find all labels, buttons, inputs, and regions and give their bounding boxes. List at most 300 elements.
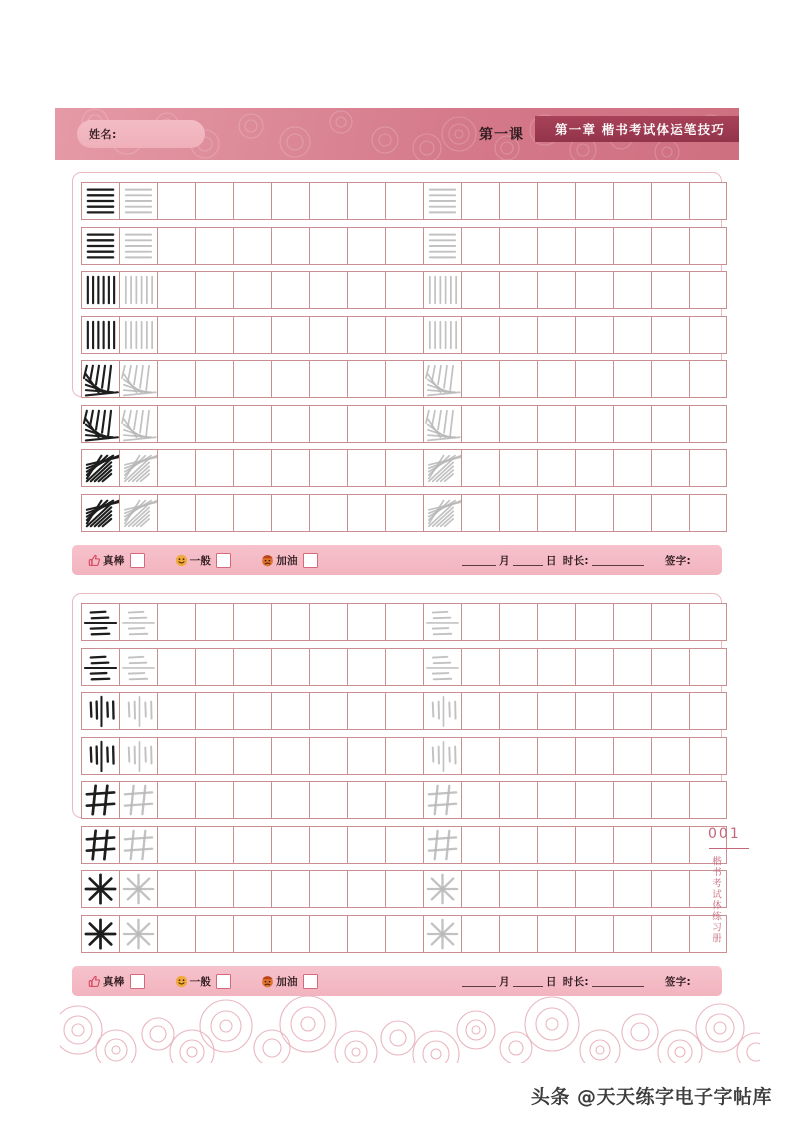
blank-practice-cell[interactable] bbox=[613, 271, 651, 309]
blank-practice-cell[interactable] bbox=[233, 870, 271, 908]
blank-practice-cell[interactable] bbox=[537, 182, 575, 220]
rating-label: 一般 bbox=[189, 975, 212, 988]
blank-practice-cell[interactable] bbox=[651, 360, 689, 398]
blank-practice-cell[interactable] bbox=[195, 603, 233, 641]
blank-practice-cell[interactable] bbox=[271, 648, 309, 686]
blank-practice-cell[interactable] bbox=[385, 737, 423, 775]
blank-practice-cell[interactable] bbox=[271, 494, 309, 532]
repeat-guide-cell[interactable] bbox=[423, 915, 461, 953]
rating-label: 一般 bbox=[189, 554, 212, 567]
blank-practice-cell[interactable] bbox=[309, 449, 347, 487]
blank-practice-cell[interactable] bbox=[385, 692, 423, 730]
blank-practice-cell[interactable] bbox=[613, 737, 651, 775]
blank-practice-cell[interactable] bbox=[385, 826, 423, 864]
practice-row bbox=[81, 826, 713, 864]
blank-practice-cell[interactable] bbox=[689, 737, 727, 775]
blank-practice-cell[interactable] bbox=[461, 648, 499, 686]
blank-practice-cell[interactable] bbox=[651, 826, 689, 864]
blank-practice-cell[interactable] bbox=[385, 405, 423, 443]
example-cell bbox=[81, 603, 119, 641]
blank-practice-cell[interactable] bbox=[309, 182, 347, 220]
blank-practice-cell[interactable] bbox=[271, 227, 309, 265]
blank-practice-cell[interactable] bbox=[309, 737, 347, 775]
blank-practice-cell[interactable] bbox=[233, 360, 271, 398]
blank-practice-cell[interactable] bbox=[385, 648, 423, 686]
blank-practice-cell[interactable] bbox=[195, 870, 233, 908]
blank-practice-cell[interactable] bbox=[195, 737, 233, 775]
blank-practice-cell[interactable] bbox=[537, 826, 575, 864]
name-field[interactable] bbox=[77, 120, 205, 148]
repeat-guide-cell[interactable] bbox=[423, 449, 461, 487]
example-cell bbox=[81, 227, 119, 265]
blank-practice-cell[interactable] bbox=[499, 405, 537, 443]
blank-practice-cell[interactable] bbox=[195, 494, 233, 532]
practice-row bbox=[81, 449, 713, 487]
blank-practice-cell[interactable] bbox=[461, 826, 499, 864]
trace-cell[interactable] bbox=[119, 182, 157, 220]
trace-cell[interactable] bbox=[119, 316, 157, 354]
blank-practice-cell[interactable] bbox=[461, 182, 499, 220]
repeat-guide-cell[interactable] bbox=[423, 360, 461, 398]
blank-practice-cell[interactable] bbox=[689, 648, 727, 686]
practice-row bbox=[81, 603, 713, 641]
trace-cell[interactable] bbox=[119, 360, 157, 398]
blank-practice-cell[interactable] bbox=[613, 182, 651, 220]
blank-practice-cell[interactable] bbox=[689, 449, 727, 487]
blank-practice-cell[interactable] bbox=[537, 360, 575, 398]
blank-practice-cell[interactable] bbox=[499, 182, 537, 220]
blank-practice-cell[interactable] bbox=[651, 494, 689, 532]
blank-practice-cell[interactable] bbox=[461, 603, 499, 641]
blank-practice-cell[interactable] bbox=[271, 360, 309, 398]
blank-practice-cell[interactable] bbox=[347, 494, 385, 532]
blank-practice-cell[interactable] bbox=[651, 271, 689, 309]
rating-label: 加油 bbox=[276, 975, 298, 988]
frowning-face-icon bbox=[261, 554, 274, 567]
blank-practice-cell[interactable] bbox=[195, 182, 233, 220]
blank-practice-cell[interactable] bbox=[385, 781, 423, 819]
blank-practice-cell[interactable] bbox=[309, 360, 347, 398]
blank-practice-cell[interactable] bbox=[233, 692, 271, 730]
trace-cell[interactable] bbox=[119, 781, 157, 819]
blank-practice-cell[interactable] bbox=[271, 603, 309, 641]
trace-cell[interactable] bbox=[119, 737, 157, 775]
blank-practice-cell[interactable] bbox=[461, 494, 499, 532]
blank-practice-cell[interactable] bbox=[499, 915, 537, 953]
trace-cell[interactable] bbox=[119, 227, 157, 265]
blank-practice-cell[interactable] bbox=[309, 316, 347, 354]
blank-practice-cell[interactable] bbox=[613, 826, 651, 864]
repeat-guide-cell[interactable] bbox=[423, 781, 461, 819]
blank-practice-cell[interactable] bbox=[651, 915, 689, 953]
blank-practice-cell[interactable] bbox=[499, 449, 537, 487]
blank-practice-cell[interactable] bbox=[575, 870, 613, 908]
practice-row bbox=[81, 227, 713, 265]
blank-practice-cell[interactable] bbox=[385, 603, 423, 641]
blank-practice-cell[interactable] bbox=[537, 449, 575, 487]
blank-practice-cell[interactable] bbox=[157, 648, 195, 686]
blank-practice-cell[interactable] bbox=[575, 826, 613, 864]
blank-practice-cell[interactable] bbox=[157, 494, 195, 532]
blank-practice-cell[interactable] bbox=[157, 781, 195, 819]
blank-practice-cell[interactable] bbox=[309, 692, 347, 730]
blank-practice-cell[interactable] bbox=[689, 227, 727, 265]
blank-practice-cell[interactable] bbox=[271, 915, 309, 953]
rating-option-2[interactable] bbox=[175, 553, 232, 568]
blank-practice-cell[interactable] bbox=[613, 692, 651, 730]
blank-practice-cell[interactable] bbox=[157, 227, 195, 265]
blank-practice-cell[interactable] bbox=[461, 316, 499, 354]
blank-practice-cell[interactable] bbox=[309, 405, 347, 443]
blank-practice-cell[interactable] bbox=[195, 360, 233, 398]
blank-practice-cell[interactable] bbox=[157, 360, 195, 398]
blank-practice-cell[interactable] bbox=[613, 360, 651, 398]
repeat-guide-cell[interactable] bbox=[423, 316, 461, 354]
practice-row bbox=[81, 494, 713, 532]
trace-cell[interactable] bbox=[119, 692, 157, 730]
blank-practice-cell[interactable] bbox=[157, 449, 195, 487]
blank-practice-cell[interactable] bbox=[347, 870, 385, 908]
blank-practice-cell[interactable] bbox=[499, 360, 537, 398]
blank-practice-cell[interactable] bbox=[613, 648, 651, 686]
blank-practice-cell[interactable] bbox=[537, 781, 575, 819]
blank-practice-cell[interactable] bbox=[347, 692, 385, 730]
blank-practice-cell[interactable] bbox=[157, 737, 195, 775]
rating-option-1[interactable] bbox=[88, 553, 145, 568]
blank-practice-cell[interactable] bbox=[651, 182, 689, 220]
trace-cell[interactable] bbox=[119, 449, 157, 487]
blank-practice-cell[interactable] bbox=[157, 870, 195, 908]
blank-practice-cell[interactable] bbox=[157, 271, 195, 309]
blank-practice-cell[interactable] bbox=[499, 316, 537, 354]
trace-cell[interactable] bbox=[119, 648, 157, 686]
repeat-guide-cell[interactable] bbox=[423, 603, 461, 641]
page-number: 001 bbox=[708, 826, 741, 842]
blank-practice-cell[interactable] bbox=[499, 648, 537, 686]
blank-practice-cell[interactable] bbox=[575, 405, 613, 443]
blank-practice-cell[interactable] bbox=[233, 781, 271, 819]
rating-checkbox[interactable] bbox=[130, 553, 145, 568]
practice-block-1 bbox=[72, 172, 722, 397]
blank-practice-cell[interactable] bbox=[575, 271, 613, 309]
blank-practice-cell[interactable] bbox=[233, 603, 271, 641]
trace-cell[interactable] bbox=[119, 915, 157, 953]
blank-practice-cell[interactable] bbox=[461, 870, 499, 908]
blank-practice-cell[interactable] bbox=[651, 316, 689, 354]
trace-cell[interactable] bbox=[119, 603, 157, 641]
repeat-guide-cell[interactable] bbox=[423, 870, 461, 908]
blank-practice-cell[interactable] bbox=[271, 781, 309, 819]
blank-practice-cell[interactable] bbox=[613, 915, 651, 953]
blank-practice-cell[interactable] bbox=[195, 316, 233, 354]
repeat-guide-cell[interactable] bbox=[423, 227, 461, 265]
example-cell bbox=[81, 271, 119, 309]
blank-practice-cell[interactable] bbox=[385, 227, 423, 265]
blank-practice-cell[interactable] bbox=[537, 915, 575, 953]
blank-practice-cell[interactable] bbox=[157, 826, 195, 864]
blank-practice-cell[interactable] bbox=[309, 271, 347, 309]
trace-cell[interactable] bbox=[119, 494, 157, 532]
blank-practice-cell[interactable] bbox=[575, 227, 613, 265]
example-cell bbox=[81, 316, 119, 354]
blank-practice-cell[interactable] bbox=[651, 405, 689, 443]
blank-practice-cell[interactable] bbox=[499, 227, 537, 265]
chapter-title: 第一章 楷书考试体运笔技巧 bbox=[555, 122, 725, 137]
blank-practice-cell[interactable] bbox=[461, 405, 499, 443]
blank-practice-cell[interactable] bbox=[537, 271, 575, 309]
month-input[interactable] bbox=[462, 554, 496, 566]
blank-practice-cell[interactable] bbox=[613, 316, 651, 354]
blank-practice-cell[interactable] bbox=[651, 227, 689, 265]
blank-practice-cell[interactable] bbox=[613, 870, 651, 908]
blank-practice-cell[interactable] bbox=[461, 449, 499, 487]
blank-practice-cell[interactable] bbox=[689, 316, 727, 354]
practice-row bbox=[81, 781, 713, 819]
blank-practice-cell[interactable] bbox=[347, 449, 385, 487]
blank-practice-cell[interactable] bbox=[233, 316, 271, 354]
blank-practice-cell[interactable] bbox=[233, 737, 271, 775]
blank-practice-cell[interactable] bbox=[613, 405, 651, 443]
blank-practice-cell[interactable] bbox=[385, 271, 423, 309]
blank-practice-cell[interactable] bbox=[347, 227, 385, 265]
blank-practice-cell[interactable] bbox=[651, 692, 689, 730]
blank-practice-cell[interactable] bbox=[461, 915, 499, 953]
practice-block-2 bbox=[72, 593, 722, 818]
blank-practice-cell[interactable] bbox=[271, 405, 309, 443]
blank-practice-cell[interactable] bbox=[309, 826, 347, 864]
trace-cell[interactable] bbox=[119, 271, 157, 309]
blank-practice-cell[interactable] bbox=[575, 603, 613, 641]
blank-practice-cell[interactable] bbox=[537, 870, 575, 908]
blank-practice-cell[interactable] bbox=[195, 449, 233, 487]
rating-label: 加油 bbox=[276, 554, 298, 567]
blank-practice-cell[interactable] bbox=[271, 826, 309, 864]
blank-practice-cell[interactable] bbox=[651, 870, 689, 908]
blank-practice-cell[interactable] bbox=[233, 271, 271, 309]
trace-cell[interactable] bbox=[119, 405, 157, 443]
blank-practice-cell[interactable] bbox=[499, 494, 537, 532]
blank-practice-cell[interactable] bbox=[613, 781, 651, 819]
day-label: 日 bbox=[545, 975, 557, 988]
blank-practice-cell[interactable] bbox=[309, 227, 347, 265]
blank-practice-cell[interactable] bbox=[347, 826, 385, 864]
blank-practice-cell[interactable] bbox=[651, 737, 689, 775]
rating-label: 真棒 bbox=[103, 554, 125, 567]
blank-practice-cell[interactable] bbox=[195, 271, 233, 309]
blank-practice-cell[interactable] bbox=[347, 405, 385, 443]
repeat-guide-cell[interactable] bbox=[423, 692, 461, 730]
practice-rows bbox=[81, 182, 713, 532]
blank-practice-cell[interactable] bbox=[499, 737, 537, 775]
blank-practice-cell[interactable] bbox=[575, 648, 613, 686]
repeat-guide-cell[interactable] bbox=[423, 494, 461, 532]
blank-practice-cell[interactable] bbox=[575, 449, 613, 487]
blank-practice-cell[interactable] bbox=[157, 603, 195, 641]
blank-practice-cell[interactable] bbox=[537, 692, 575, 730]
blank-practice-cell[interactable] bbox=[347, 781, 385, 819]
blank-practice-cell[interactable] bbox=[309, 915, 347, 953]
signature-label: 签字: bbox=[664, 975, 691, 988]
blank-practice-cell[interactable] bbox=[537, 316, 575, 354]
blank-practice-cell[interactable] bbox=[195, 826, 233, 864]
blank-practice-cell[interactable] bbox=[271, 870, 309, 908]
blank-practice-cell[interactable] bbox=[651, 603, 689, 641]
blank-practice-cell[interactable] bbox=[195, 227, 233, 265]
blank-practice-cell[interactable] bbox=[157, 182, 195, 220]
blank-practice-cell[interactable] bbox=[347, 737, 385, 775]
blank-practice-cell[interactable] bbox=[689, 692, 727, 730]
blank-practice-cell[interactable] bbox=[689, 494, 727, 532]
blank-practice-cell[interactable] bbox=[233, 648, 271, 686]
blank-practice-cell[interactable] bbox=[575, 737, 613, 775]
blank-practice-cell[interactable] bbox=[157, 405, 195, 443]
blank-practice-cell[interactable] bbox=[537, 648, 575, 686]
blank-practice-cell[interactable] bbox=[271, 182, 309, 220]
practice-row bbox=[81, 737, 713, 775]
blank-practice-cell[interactable] bbox=[309, 603, 347, 641]
blank-practice-cell[interactable] bbox=[271, 316, 309, 354]
name-label: 姓名: bbox=[89, 128, 117, 141]
day-input[interactable] bbox=[513, 554, 543, 566]
blank-practice-cell[interactable] bbox=[233, 826, 271, 864]
repeat-guide-cell[interactable] bbox=[423, 648, 461, 686]
blank-practice-cell[interactable] bbox=[613, 603, 651, 641]
date-duration-signature-fields bbox=[462, 553, 694, 568]
blank-practice-cell[interactable] bbox=[309, 494, 347, 532]
blank-practice-cell[interactable] bbox=[347, 316, 385, 354]
blank-practice-cell[interactable] bbox=[461, 227, 499, 265]
month-label: 月 bbox=[499, 554, 510, 567]
blank-practice-cell[interactable] bbox=[157, 915, 195, 953]
repeat-guide-cell[interactable] bbox=[423, 826, 461, 864]
blank-practice-cell[interactable] bbox=[499, 271, 537, 309]
practice-row bbox=[81, 316, 713, 354]
blank-practice-cell[interactable] bbox=[271, 692, 309, 730]
blank-practice-cell[interactable] bbox=[157, 316, 195, 354]
blank-practice-cell[interactable] bbox=[651, 449, 689, 487]
blank-practice-cell[interactable] bbox=[309, 781, 347, 819]
blank-practice-cell[interactable] bbox=[461, 271, 499, 309]
blank-practice-cell[interactable] bbox=[385, 870, 423, 908]
blank-practice-cell[interactable] bbox=[385, 360, 423, 398]
blank-practice-cell[interactable] bbox=[157, 692, 195, 730]
blank-practice-cell[interactable] bbox=[537, 405, 575, 443]
repeat-guide-cell[interactable] bbox=[423, 271, 461, 309]
blank-practice-cell[interactable] bbox=[233, 449, 271, 487]
repeat-guide-cell[interactable] bbox=[423, 737, 461, 775]
blank-practice-cell[interactable] bbox=[347, 360, 385, 398]
practice-row bbox=[81, 271, 713, 309]
blank-practice-cell[interactable] bbox=[271, 271, 309, 309]
blank-practice-cell[interactable] bbox=[613, 494, 651, 532]
blank-practice-cell[interactable] bbox=[271, 449, 309, 487]
blank-practice-cell[interactable] bbox=[233, 182, 271, 220]
blank-practice-cell[interactable] bbox=[537, 494, 575, 532]
blank-practice-cell[interactable] bbox=[195, 781, 233, 819]
blank-practice-cell[interactable] bbox=[461, 737, 499, 775]
blank-practice-cell[interactable] bbox=[385, 316, 423, 354]
blank-practice-cell[interactable] bbox=[347, 271, 385, 309]
blank-practice-cell[interactable] bbox=[689, 405, 727, 443]
blank-practice-cell[interactable] bbox=[347, 915, 385, 953]
blank-practice-cell[interactable] bbox=[537, 603, 575, 641]
example-cell bbox=[81, 405, 119, 443]
blank-practice-cell[interactable] bbox=[499, 692, 537, 730]
blank-practice-cell[interactable] bbox=[575, 182, 613, 220]
blank-practice-cell[interactable] bbox=[347, 603, 385, 641]
blank-practice-cell[interactable] bbox=[575, 316, 613, 354]
blank-practice-cell[interactable] bbox=[499, 870, 537, 908]
blank-practice-cell[interactable] bbox=[575, 781, 613, 819]
blank-practice-cell[interactable] bbox=[575, 494, 613, 532]
practice-rows bbox=[81, 603, 713, 953]
blank-practice-cell[interactable] bbox=[195, 915, 233, 953]
duration-label: 时长: bbox=[562, 975, 589, 988]
practice-row bbox=[81, 182, 713, 220]
blank-practice-cell[interactable] bbox=[575, 915, 613, 953]
blank-practice-cell[interactable] bbox=[233, 227, 271, 265]
blank-practice-cell[interactable] bbox=[651, 781, 689, 819]
rating-checkbox[interactable] bbox=[216, 553, 231, 568]
trace-cell[interactable] bbox=[119, 870, 157, 908]
blank-practice-cell[interactable] bbox=[195, 692, 233, 730]
blank-practice-cell[interactable] bbox=[233, 405, 271, 443]
practice-row bbox=[81, 648, 713, 686]
blank-practice-cell[interactable] bbox=[195, 648, 233, 686]
practice-row bbox=[81, 360, 713, 398]
blank-practice-cell[interactable] bbox=[385, 494, 423, 532]
blank-practice-cell[interactable] bbox=[461, 360, 499, 398]
blank-practice-cell[interactable] bbox=[651, 648, 689, 686]
blank-practice-cell[interactable] bbox=[689, 360, 727, 398]
blank-practice-cell[interactable] bbox=[461, 781, 499, 819]
blank-practice-cell[interactable] bbox=[271, 737, 309, 775]
blank-practice-cell[interactable] bbox=[233, 915, 271, 953]
blank-practice-cell[interactable] bbox=[613, 449, 651, 487]
thumbs-up-icon bbox=[88, 554, 101, 567]
blank-practice-cell[interactable] bbox=[309, 648, 347, 686]
blank-practice-cell[interactable] bbox=[575, 692, 613, 730]
blank-practice-cell[interactable] bbox=[461, 692, 499, 730]
blank-practice-cell[interactable] bbox=[689, 182, 727, 220]
blank-practice-cell[interactable] bbox=[689, 781, 727, 819]
practice-row bbox=[81, 915, 713, 953]
blank-practice-cell[interactable] bbox=[385, 182, 423, 220]
blank-practice-cell[interactable] bbox=[613, 227, 651, 265]
blank-practice-cell[interactable] bbox=[385, 915, 423, 953]
repeat-guide-cell[interactable] bbox=[423, 182, 461, 220]
blank-practice-cell[interactable] bbox=[385, 449, 423, 487]
repeat-guide-cell[interactable] bbox=[423, 405, 461, 443]
duration-input[interactable] bbox=[592, 554, 644, 566]
blank-practice-cell[interactable] bbox=[689, 271, 727, 309]
blank-practice-cell[interactable] bbox=[499, 781, 537, 819]
blank-practice-cell[interactable] bbox=[309, 870, 347, 908]
blank-practice-cell[interactable] bbox=[195, 405, 233, 443]
blank-practice-cell[interactable] bbox=[689, 603, 727, 641]
blank-practice-cell[interactable] bbox=[575, 360, 613, 398]
blank-practice-cell[interactable] bbox=[233, 494, 271, 532]
rating-checkbox[interactable] bbox=[303, 553, 318, 568]
blank-practice-cell[interactable] bbox=[537, 737, 575, 775]
blank-practice-cell[interactable] bbox=[499, 603, 537, 641]
rating-option-3[interactable] bbox=[261, 553, 318, 568]
blank-practice-cell[interactable] bbox=[347, 182, 385, 220]
blank-practice-cell[interactable] bbox=[499, 826, 537, 864]
blank-practice-cell[interactable] bbox=[347, 648, 385, 686]
blank-practice-cell[interactable] bbox=[537, 227, 575, 265]
trace-cell[interactable] bbox=[119, 826, 157, 864]
